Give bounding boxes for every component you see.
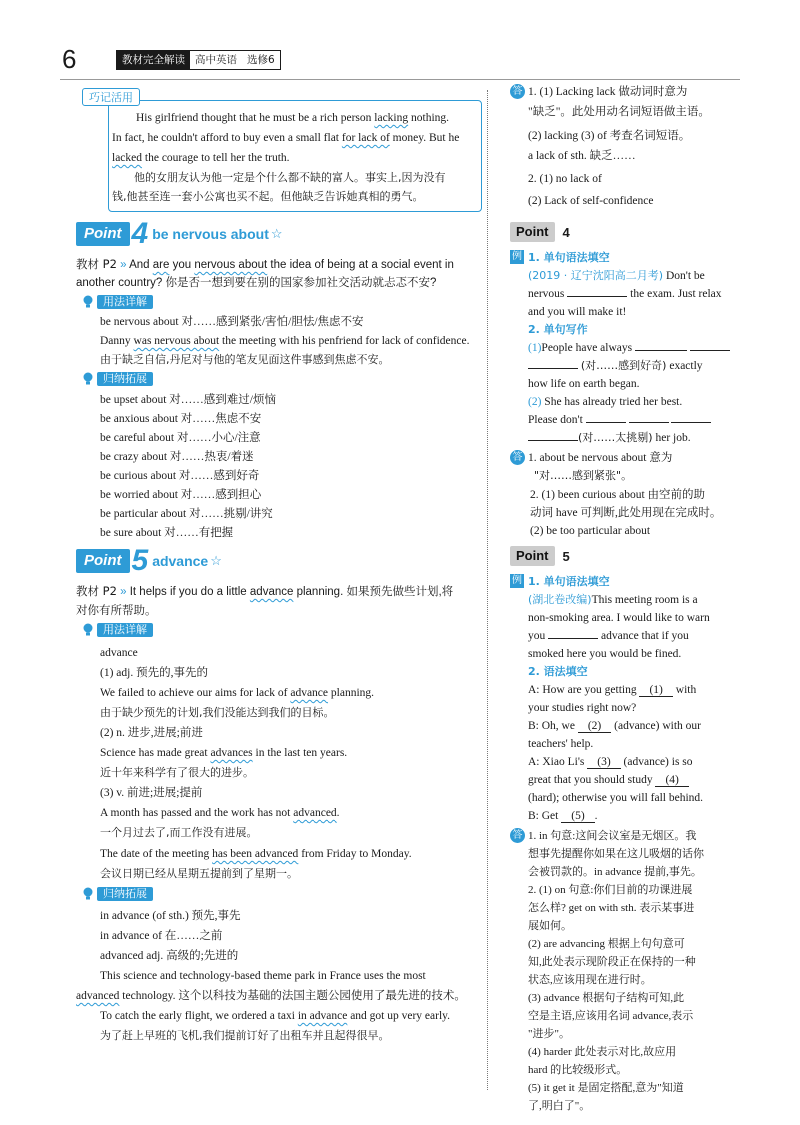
p5-q2-line7: (hard); otherwise you will fall behind. <box>528 792 704 804</box>
answer-line: 2. (1) no lack of <box>528 173 602 185</box>
point5-example-1: 教材 P2 » It helps if you do a little advance planning. 如果预先做些计划,将 <box>76 584 454 598</box>
expand-item: be upset about 对……感到难过/烦恼 <box>100 394 276 406</box>
point5-expand-6: To catch the early flight, we ordered a taxi in advance and got up very early. <box>100 1010 451 1022</box>
point5-expand-7: 为了赶上早班的飞机,我们提前订好了出租车并且起得很早。 <box>100 1029 390 1042</box>
answer-line: 状态,应该用现在进行时。 <box>528 974 652 986</box>
answer-line: a lack of sth. 缺乏…… <box>528 150 636 162</box>
p5-q2-line4: teachers' help. <box>528 738 594 750</box>
qiao-ji-tag: 巧记活用 <box>82 88 140 106</box>
point5-sense-2-cn: 近十年来科学有了很大的进步。 <box>100 766 254 779</box>
example-icon: 例 <box>512 575 522 586</box>
qiao-en-2: In fact, he couldn't afford to buy even a small flat for lack of money. But he <box>112 132 460 144</box>
p5-q2-line3: B: Oh, we (2) (advance) with our <box>528 720 701 732</box>
badge-volume: 选修6 <box>247 54 275 66</box>
bulb-icon <box>82 887 94 901</box>
answer-line: (5) it get it 是固定搭配,意为"知道 <box>528 1082 684 1094</box>
bulb-icon <box>82 295 94 309</box>
point5-expand-5: advanced technology. 这个以科技为基础的法国主题公园使用了最先进的技术。 <box>76 990 466 1002</box>
point5-example-2: 对你有所帮助。 <box>76 603 157 617</box>
answer-line: 会被罚款的。in advance 提前,事先。 <box>528 866 702 878</box>
p4-q2-2-line1: (2) She has already tried her best. <box>528 396 683 408</box>
p5-q1-line1: (湖北卷改编)This meeting room is a <box>528 593 698 606</box>
answer-line: 动词 have 可判断,此处用现在完成时。 <box>530 507 722 519</box>
book-badge <box>116 50 281 70</box>
answer-line: (2) be too particular about <box>530 525 651 537</box>
answer-line: "进步"。 <box>528 1028 570 1040</box>
point5-sense-2: (2) n. 进步,进展;前进 <box>100 727 203 739</box>
p4-q2-1-line1: (1)People have always <box>528 340 730 356</box>
example-icon: 例 <box>512 251 522 262</box>
point5-expand-2: in advance of 在……之前 <box>100 930 223 942</box>
p4-q1-line3: and you will make it! <box>528 306 627 318</box>
p5-q2-line8: B: Get (5) . <box>528 810 598 822</box>
p4-q2-title: 2. 单句写作 <box>528 323 588 336</box>
answer-icon: 答 <box>510 828 525 843</box>
badge-subject: 高中英语 <box>195 54 237 66</box>
point5-usage-tag: 用法详解 <box>82 623 153 637</box>
p4-q2-1-line2: (对……感到好奇) exactly <box>528 358 703 374</box>
expand-item: be worried about 对……感到担心 <box>100 489 262 501</box>
p5-q2-line5: A: Xiao Li's (3) (advance) is so <box>528 756 693 768</box>
p5-q1-line2: non-smoking area. I would like to warn <box>528 612 710 624</box>
p5-q1-line4: smoked here you would be fined. <box>528 648 682 660</box>
answer-line: (4) harder 此处表示对比,故应用 <box>528 1046 677 1058</box>
point5-sense-1: (1) adj. 预先的,事先的 <box>100 667 208 679</box>
answer-line: 1. about be nervous about 意为 <box>528 452 673 464</box>
point5-number: 5 <box>131 544 149 577</box>
answer-line: "对……感到紧张"。 <box>534 469 633 482</box>
point5-sense-4-en: The date of the meeting has been advanced from Friday to Monday. <box>100 848 412 860</box>
answer-icon: 答 <box>510 84 525 99</box>
point4-usage-1: be nervous about 对……感到紧张/害怕/胆怯/焦虑不安 <box>100 316 364 328</box>
p5-q1-title: 1. 单句语法填空 <box>528 575 610 588</box>
answer-line: (2) lacking (3) of 考查名词短语。 <box>528 130 691 142</box>
column-divider <box>487 90 489 1090</box>
right-point4-heading: Point 4 <box>510 222 570 242</box>
point5-expand-tag: 归纳拓展 <box>82 887 153 901</box>
answer-line: (2) Lack of self-confidence <box>528 195 654 207</box>
point4-example-2: another country? 你是否一想到要在别的国家参加社交活动就忐忑不安? <box>76 277 437 289</box>
point5-expand-1: in advance (of sth.) 预先,事先 <box>100 910 241 922</box>
p4-q2-2-line2: Please don't <box>528 412 711 428</box>
answer-line: (3) advance 根据句子结构可知,此 <box>528 992 685 1004</box>
point4-number: 4 <box>131 217 149 250</box>
point4-expand-tag: 归纳拓展 <box>82 372 153 386</box>
point5-sense-1-cn: 由于缺少预先的计划,我们没能达到我们的目标。 <box>100 706 335 719</box>
point5-expand-4: This science and technology-based theme park in France uses the most <box>100 970 426 982</box>
point4-usage-3: 由于缺乏自信,丹尼对与他的笔友见面这件事感到焦虑不安。 <box>100 353 390 366</box>
point4-label: Point <box>76 222 130 246</box>
answer-line: 2. (1) on 句意:你们目前的功课进展 <box>528 884 693 896</box>
right-point5-heading: Point 5 <box>510 546 570 566</box>
point5-sense-3-en: A month has passed and the work has not advanced. <box>100 807 340 819</box>
answer-line: hard 的比较级形式。 <box>528 1064 628 1076</box>
star-icon: ☆ <box>210 553 222 569</box>
point5-heading <box>76 544 222 577</box>
qiao-cn-2: 钱,他甚至连一套小公寓也买不起。但他缺乏告诉她真相的勇气。 <box>112 190 424 203</box>
answer-line: 想事先提醒你如果在这儿吸烟的话你 <box>528 848 704 860</box>
p5-q2-line1: A: How are you getting (1) with <box>528 684 697 696</box>
p4-q2-1-line3: how life on earth began. <box>528 378 640 390</box>
point4-usage-tag: 用法详解 <box>82 295 153 309</box>
point5-sense-2-en: Science has made great advances in the last ten years. <box>100 747 348 759</box>
point5-label: Point <box>76 549 130 573</box>
point5-sense-3: (3) v. 前进;进展;提前 <box>100 787 203 799</box>
answer-line: 1. (1) Lacking lack 做动词时意为 <box>528 86 688 98</box>
expand-item: be careful about 对……小心/注意 <box>100 432 261 444</box>
answer-line: 1. in 句意:这间会议室是无烟区。我 <box>528 830 697 842</box>
p5-q1-line3: you advance that if you <box>528 630 689 642</box>
answer-line: 2. (1) been curious about 由空前的助 <box>530 489 706 501</box>
bulb-icon <box>82 623 94 637</box>
answer-line: 空是主语,应该用名词 advance,表示 <box>528 1010 694 1022</box>
answer-line: (2) are advancing 根据上句句意可 <box>528 938 685 950</box>
header-rule <box>60 79 740 80</box>
star-icon: ☆ <box>270 226 283 242</box>
expand-item: be sure about 对……有把握 <box>100 527 234 539</box>
p5-q2-title: 2. 语法填空 <box>528 665 588 678</box>
answer-line: 展如何。 <box>528 920 572 932</box>
page-number: 6 <box>62 44 77 74</box>
point5-sense-3-cn: 一个月过去了,而工作没有进展。 <box>100 826 258 839</box>
answer-line: "缺乏"。此处用动名词短语做主语。 <box>528 106 710 118</box>
answer-line: 了,明白了"。 <box>528 1100 591 1112</box>
expand-item: be particular about 对……挑剔/讲究 <box>100 508 273 520</box>
p4-q1-title: 1. 单句语法填空 <box>528 251 610 264</box>
point4-example-1: 教材 P2 » And are you nervous about the idea of being at a social event in <box>76 257 454 271</box>
expand-item: be curious about 对……感到好奇 <box>100 470 260 482</box>
qiao-en-3: lacked the courage to tell her the truth. <box>112 152 290 164</box>
p4-q1-line2: nervous the exam. Just relax <box>528 288 722 300</box>
answer-line: 知,此处表示现阶段正在保持的一种 <box>528 956 696 968</box>
p4-q2-2-line3: (对……太挑剔) her job. <box>528 430 691 446</box>
point4-heading <box>76 217 283 250</box>
badge-series: 教材完全解读 <box>117 51 190 69</box>
answer-line: 怎么样? get on with sth. 表示某事进 <box>528 902 695 914</box>
point5-expand-3: advanced adj. 高级的;先进的 <box>100 950 239 962</box>
point5-sense-4-cn: 会议日期已经从星期五提前到了星期一。 <box>100 867 298 880</box>
expand-item: be crazy about 对……热衷/着迷 <box>100 451 254 463</box>
point5-title: advance <box>152 553 209 569</box>
answer-icon: 答 <box>510 450 525 465</box>
p5-q2-line6: great that you should study (4) <box>528 772 689 788</box>
qiao-cn-1: 他的女朋友认为他一定是个什么都不缺的富人。事实上,因为没有 <box>134 171 446 184</box>
point5-word: advance <box>100 647 138 659</box>
point5-sense-1-en: We failed to achieve our aims for lack of advance planning. <box>100 687 375 699</box>
qiao-en-1: His girlfriend thought that he must be a rich person lacking nothing. <box>136 112 450 124</box>
p5-q2-line2: your studies right now? <box>528 702 637 714</box>
point4-usage-2: Danny was nervous about the meeting with his penfriend for lack of confidence. <box>100 335 470 347</box>
expand-item: be anxious about 对……焦虑不安 <box>100 413 262 425</box>
bulb-icon <box>82 372 94 386</box>
p4-q1-line1: (2019 · 辽宁沈阳高二月考) Don't be <box>528 269 705 282</box>
point4-title: be nervous about <box>152 226 269 242</box>
